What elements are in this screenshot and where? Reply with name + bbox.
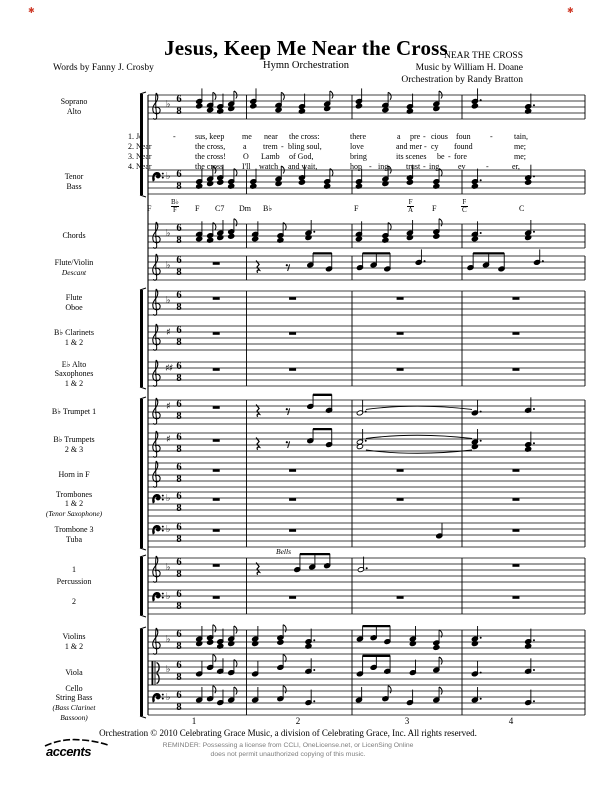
key-signature-sharp: ♯ [166,433,170,445]
lyric-syllable-v3: me; [514,152,526,161]
lyric-syllable-v2: found [454,142,473,151]
chord-symbol-slash: $\frac{F}{C}$ [462,198,467,214]
reminder-line-1: REMINDER: Possessing a license from CCLI, OneLicense.net, or LicenSing Online [162,742,414,749]
time-signature-numerator: 6 [176,432,182,443]
chord-symbol: F [195,204,200,213]
key-signature-flat: ♭ [166,98,170,110]
percussion-group-label: Percussion [56,577,92,586]
instrument-label-viola: Viola [65,668,83,678]
lyric-syllable-v1: there [350,132,366,141]
time-signature-numerator: 6 [176,223,182,234]
time-signature-denominator: 8 [176,301,182,313]
lyric-syllable-v4: er, [512,162,520,171]
lyric-syllable-v3: the cross! [195,152,226,161]
instrument-label-flute-violin-descant: Flute/Violin Descant [54,258,94,277]
chord-symbol: F [354,204,359,213]
time-signature-numerator: 6 [176,690,182,701]
lyric-syllable-v3: its scenes [396,152,427,161]
red-registration-mark-right: ✱ [567,6,574,15]
lyric-syllable-v4: trust [406,162,421,171]
time-signature-denominator: 8 [176,266,182,278]
instrument-label-violins-1-2: Violins 1 & 2 [62,632,86,651]
time-signature-denominator: 8 [176,473,182,485]
time-signature-denominator: 8 [176,701,182,713]
lyric-syllable-v3: bring [350,152,367,161]
time-signature-denominator: 8 [176,600,182,612]
key-signature-flat: ♭ [166,561,170,573]
key-signature-sharp: ♯ [166,326,170,338]
lyric-syllable-v2: and mer [396,142,422,151]
bells-cue-label: Bells [276,547,291,556]
words-credit: Words by Fanny J. Crosby [53,63,154,73]
key-signature-flat: ♭ [166,591,170,602]
time-signature-numerator: 6 [176,94,182,105]
time-signature-numerator: 6 [176,255,182,266]
chord-symbol: Dm [239,204,251,213]
instrument-label-trumpet-1: B♭ Trumpet 1 [51,407,97,417]
chord-symbol: C7 [215,204,225,213]
page-title: Jesus, Keep Me Near the Cross [164,36,448,60]
measure-number-4: 4 [508,716,514,726]
time-signature-numerator: 6 [176,589,182,600]
lyric-syllable-v3: O [243,152,249,161]
key-signature-flat: ♭ [166,294,170,306]
time-signature-numerator: 6 [176,491,182,502]
key-signature-flat: ♭ [166,524,170,535]
key-signature-flat: ♭ [166,259,170,271]
lyric-syllable-v2: the cross, [195,142,226,151]
key-signature-flat: ♭ [166,692,170,703]
time-signature-numerator: 6 [176,660,182,671]
time-signature-numerator: 6 [176,522,182,533]
instrument-label-flute-oboe: Flute Oboe [65,293,83,312]
lyric-syllable-v2: trem [263,142,278,151]
lyric-syllable-v2: bling soul, [288,142,322,151]
key-signature-flat: ♭ [166,171,170,182]
chord-symbol-slash: $\frac{F}{A}$ [408,198,414,214]
chord-symbol: F [432,204,437,213]
red-registration-mark-left: ✱ [28,6,35,15]
chord-symbol: C [519,204,525,213]
lyric-syllable-v3: of God, [289,152,314,161]
measure-number-2: 2 [295,716,301,726]
time-signature-numerator: 6 [176,325,182,336]
lyric-syllable-v1: cious [431,132,448,141]
orchestration-credit: Orchestration by Randy Bratton [401,75,523,85]
lyric-syllable-v4: I'll [242,162,251,171]
page-subtitle: Hymn Orchestration [262,60,350,71]
lyric-syllable-v4: - [369,162,372,171]
reminder-line-2: does not permit unauthorized copying of this music. [210,751,366,758]
lyric-syllable-v4: watch [259,162,279,171]
time-signature-denominator: 8 [176,105,182,117]
time-signature-numerator: 6 [176,169,182,180]
instrument-label-tenor-bass: Tenor Bass [64,172,84,191]
instrument-label-soprano-alto: Soprano Alto [60,97,88,116]
lyric-syllable-v3: Lamb [261,152,280,161]
lyric-syllable-v3: 3. Near [128,152,152,161]
time-signature-numerator: 6 [176,290,182,301]
instrument-label-chords: Chords [62,231,86,241]
time-signature-denominator: 8 [176,336,182,348]
key-signature-sharps: ♯♯ [165,362,173,374]
key-signature-flat: ♭ [166,633,170,645]
lyric-syllable-v4: 4. Near [128,162,152,171]
lyric-syllable-v1: - [173,132,176,141]
instrument-label-percussion-1: 1 [72,565,76,575]
lyric-syllable-v2: cy [431,142,439,151]
lyric-syllable-v4: the cross [195,162,224,171]
lyric-syllable-v1: near [264,132,278,141]
chord-symbol: F [147,204,152,213]
lyric-syllable-v1: sus, keep [195,132,225,141]
time-signature-denominator: 8 [176,533,182,545]
time-signature-numerator: 6 [176,462,182,473]
lyric-syllable-v3: fore [454,152,467,161]
lyric-syllable-v2: me; [514,142,526,151]
lyric-syllable-v2: a [243,142,247,151]
lyric-syllable-v4: - [423,162,426,171]
time-signature-denominator: 8 [176,180,182,192]
time-signature-denominator: 8 [176,234,182,246]
instrument-label-clarinets: B♭ Clarinets 1 & 2 [54,328,94,347]
instrument-label-cello-string-bass: Cello String Bass (Bass Clarinet Bassoon) [52,683,96,722]
time-signature-denominator: 8 [176,443,182,455]
instrument-label-alto-saxophones: E♭ Alto Saxophones 1 & 2 [54,359,94,388]
time-signature-denominator: 8 [176,671,182,683]
time-signature-numerator: 6 [176,557,182,568]
key-signature-flat: ♭ [166,663,170,675]
lyric-syllable-v3: - [448,152,451,161]
lyric-syllable-v2: - [424,142,427,151]
lyric-syllable-v4: - [486,162,489,171]
lyric-syllable-v1: - [423,132,426,141]
measure-number-1: 1 [191,716,197,726]
key-signature-flat: ♭ [166,227,170,239]
measure-number-3: 3 [404,716,410,726]
lyric-syllable-v4: ing [429,162,440,171]
lyric-syllable-v2: 2. Near [128,142,152,151]
instrument-label-trombone-3-tuba: Trombone 3 Tuba [54,525,94,544]
lyric-syllable-v4: ing, [378,162,391,171]
time-signature-denominator: 8 [176,372,182,384]
lyric-syllable-v1: the cross: [289,132,320,141]
key-signature-flat: ♭ [166,493,170,504]
lyric-syllable-v1: pre [410,132,421,141]
copyright-line: Orchestration © 2010 Celebrating Grace Music, a division of Celebrating Grace, Inc. All rights reserved. [99,728,477,738]
time-signature-denominator: 8 [176,410,182,422]
accents-publisher-logo: accents [46,744,91,759]
lyric-syllable-v1: a [397,132,401,141]
chord-symbol: B♭ [263,204,273,213]
music-credit: Music by William H. Doane [415,63,523,73]
time-signature-denominator: 8 [176,568,182,580]
instrument-label-trumpets-2-3: B♭ Trumpets 2 & 3 [53,435,95,454]
lyric-syllable-v4: ev [458,162,466,171]
lyric-syllable-v1: - [490,132,493,141]
time-signature-numerator: 6 [176,399,182,410]
tune-name: NEAR THE CROSS [443,51,523,61]
chord-symbol-slash: $\frac{B♭}{F}$ [171,198,179,214]
time-signature-numerator: 6 [176,361,182,372]
lyric-syllable-v4: and wait, [288,162,318,171]
key-signature-sharp: ♯ [166,400,170,412]
instrument-label-horn-in-f: Horn in F [58,470,90,480]
lyric-syllable-v3: be [437,152,445,161]
instrument-label-trombones-1-2: Trombones 1 & 2 (Tenor Saxophone) [45,489,103,518]
time-signature-numerator: 6 [176,629,182,640]
lyric-syllable-v1: tain, [514,132,528,141]
lyric-syllable-v1: me [242,132,252,141]
lyric-syllable-v4: hop [350,162,362,171]
lyric-syllable-v1: foun [456,132,471,141]
time-signature-denominator: 8 [176,640,182,652]
lyric-syllable-v1: 1. Je [128,132,143,141]
lyric-syllable-v2: love [350,142,364,151]
instrument-label-percussion-2: 2 [72,597,76,607]
lyric-syllable-v2: - [281,142,284,151]
time-signature-denominator: 8 [176,502,182,514]
